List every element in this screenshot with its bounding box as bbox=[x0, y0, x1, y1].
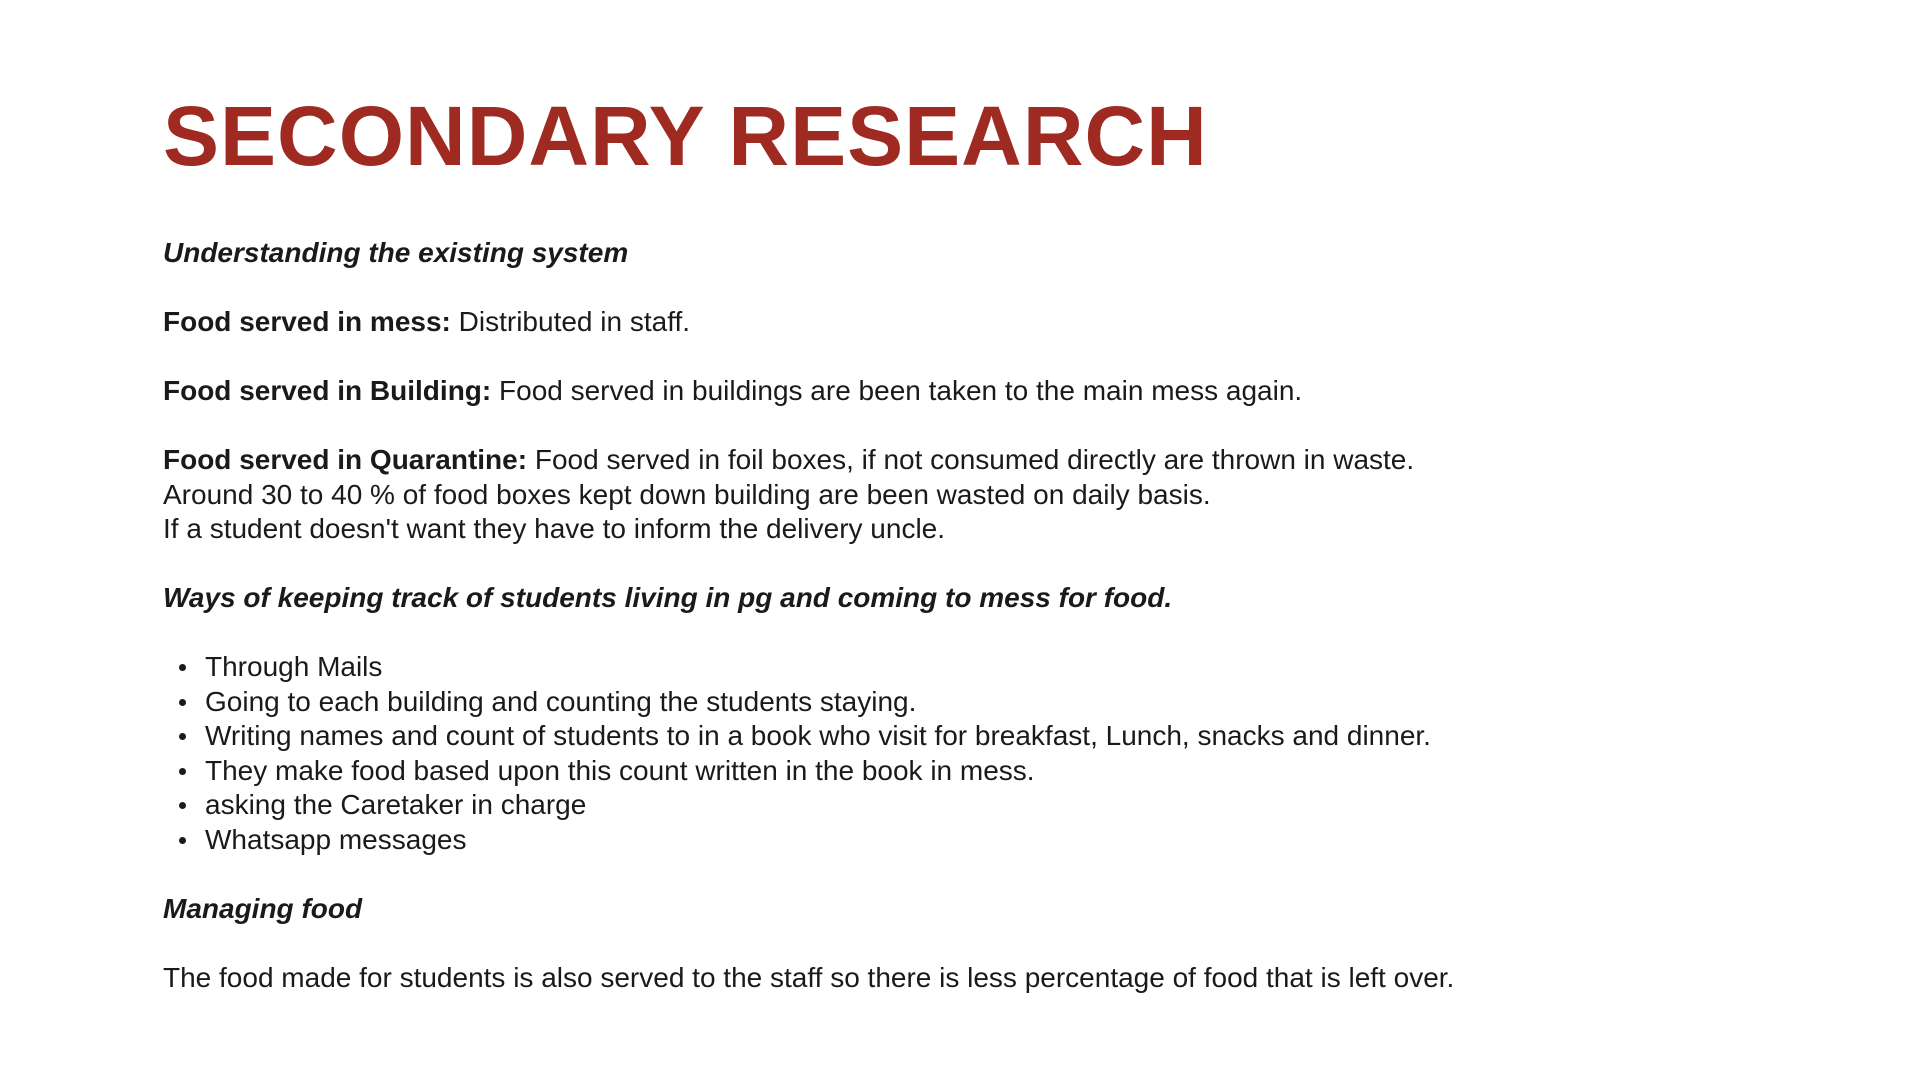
list-item: Through Mails bbox=[163, 650, 1763, 685]
item-label: Food served in Building: bbox=[163, 375, 492, 406]
managing-food-text: The food made for students is also served to the staff so there is less percentage of food that is left over. bbox=[163, 961, 1455, 993]
item-label: Food served in mess: bbox=[163, 306, 451, 337]
bullet-icon bbox=[179, 768, 186, 775]
tracking-list bbox=[163, 650, 1763, 857]
quarantine-line-3: If a student doesn't want they have to inform the delivery uncle. bbox=[163, 513, 946, 544]
bullet-icon bbox=[179, 837, 186, 844]
list-item: They make food based upon this count written in the book in mess. bbox=[163, 754, 1763, 789]
list-item: Whatsapp messages bbox=[163, 823, 1763, 858]
quarantine-line-2: Around 30 to 40 % of food boxes kept down building are been wasted on daily basis. bbox=[163, 478, 1211, 510]
bullet-icon bbox=[179, 733, 186, 740]
item-text: Distributed in staff. bbox=[450, 306, 691, 337]
item-food-quarantine bbox=[163, 443, 1763, 478]
list-item: Going to each building and counting the students staying. bbox=[163, 685, 1763, 720]
bullet-icon bbox=[179, 699, 186, 706]
section-heading-managing-food: Managing food bbox=[163, 892, 363, 924]
item-food-mess bbox=[163, 305, 1763, 340]
slide-content bbox=[163, 236, 1763, 995]
bullet-icon bbox=[179, 664, 186, 671]
slide-title: SECONDARY RESEARCH bbox=[163, 89, 1208, 183]
section-heading-tracking: Ways of keeping track of students living in pg and coming to mess for food. bbox=[163, 582, 1173, 613]
item-text: Food served in buildings are been taken to the main mess again. bbox=[491, 375, 1303, 406]
section-heading-existing-system: Understanding the existing system bbox=[163, 237, 629, 268]
list-item: Writing names and count of students to in a book who visit for breakfast, Lunch, snacks and dinner. bbox=[163, 719, 1763, 754]
item-text: Food served in foil boxes, if not consumed directly are thrown in waste. bbox=[527, 444, 1415, 475]
bullet-icon bbox=[179, 802, 186, 809]
list-item: asking the Caretaker in charge bbox=[163, 788, 1763, 823]
item-label: Food served in Quarantine: bbox=[163, 444, 528, 475]
item-food-building bbox=[163, 374, 1763, 409]
